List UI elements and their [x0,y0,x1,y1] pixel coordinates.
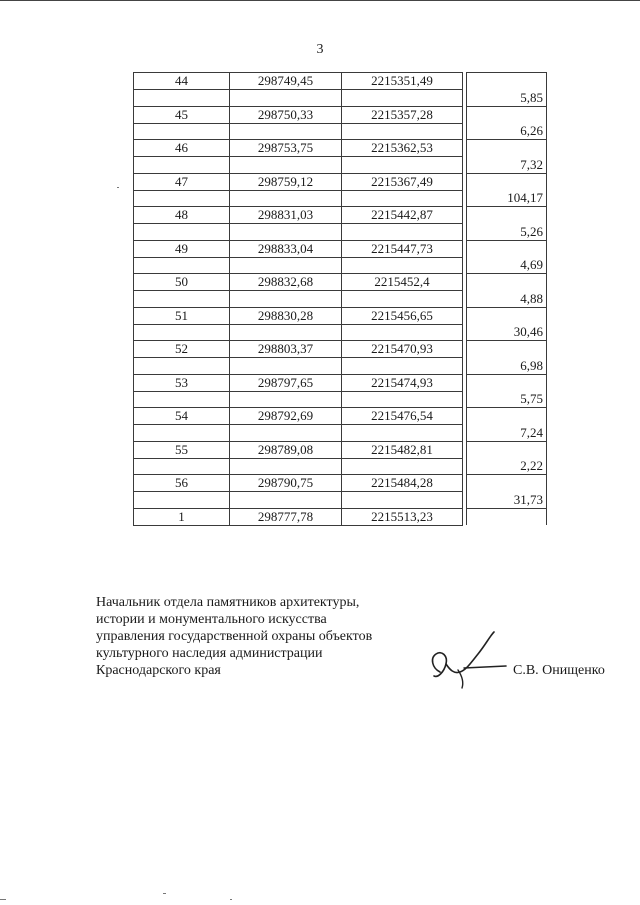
segment-length-cell: 31,73 [467,492,547,509]
table-row-point [134,408,547,425]
x-coordinate-cell [230,458,342,475]
segment-length-cell: 30,46 [467,324,547,341]
y-coordinate-cell: 2215362,53 [342,140,463,157]
y-coordinate-cell [342,458,463,475]
page-number: 3 [316,42,324,57]
point-number-cell: 48 [134,207,230,224]
y-coordinate-cell [342,90,463,107]
point-number-cell: 47 [134,173,230,190]
segment-length-cell [467,106,547,123]
segment-length-cell [467,374,547,391]
y-coordinate-cell [342,425,463,442]
signatory-position [96,594,416,679]
y-coordinate-cell [342,157,463,174]
point-number-cell: 52 [134,341,230,358]
point-number-cell: 45 [134,106,230,123]
point-number-cell [134,123,230,140]
table-row-point [134,341,547,358]
coordinates-table [133,72,547,526]
y-coordinate-cell: 2215351,49 [342,73,463,90]
y-coordinate-cell [342,492,463,509]
scan-speck [230,899,232,900]
segment-length-cell [467,508,547,525]
point-number-cell: 46 [134,140,230,157]
position-line: истории и монументального искусства [96,612,327,627]
table-row-length [134,224,547,241]
table-row-length [134,358,547,375]
x-coordinate-cell [230,224,342,241]
point-number-cell [134,492,230,509]
y-coordinate-cell: 2215456,65 [342,307,463,324]
table-row-length [134,425,547,442]
segment-length-cell [467,173,547,190]
handwritten-signature [418,628,508,690]
point-number-cell: 54 [134,408,230,425]
table-row-point [134,106,547,123]
x-coordinate-cell: 298833,04 [230,240,342,257]
x-coordinate-cell [230,425,342,442]
y-coordinate-cell: 2215367,49 [342,173,463,190]
segment-length-cell [467,307,547,324]
table-row-length [134,291,547,308]
scan-speck [117,187,119,188]
x-coordinate-cell: 298797,65 [230,374,342,391]
x-coordinate-cell: 298832,68 [230,274,342,291]
segment-length-cell [467,140,547,157]
y-coordinate-cell: 2215513,23 [342,508,463,525]
x-coordinate-cell [230,257,342,274]
table-row-point [134,240,547,257]
point-number-cell [134,224,230,241]
point-number-cell: 44 [134,73,230,90]
point-number-cell [134,458,230,475]
point-number-cell: 53 [134,374,230,391]
segment-length-cell [467,73,547,90]
point-number-cell [134,257,230,274]
point-number-cell [134,391,230,408]
y-coordinate-cell: 2215452,4 [342,274,463,291]
table-row-point [134,274,547,291]
segment-length-cell: 6,26 [467,123,547,140]
x-coordinate-cell [230,391,342,408]
segment-length-cell [467,274,547,291]
table-row-length [134,257,547,274]
segment-length-cell: 6,98 [467,358,547,375]
segment-length-cell: 104,17 [467,190,547,207]
x-coordinate-cell [230,123,342,140]
point-number-cell [134,190,230,207]
table-row-point [134,307,547,324]
segment-length-cell [467,207,547,224]
x-coordinate-cell: 298759,12 [230,173,342,190]
segment-length-cell: 7,24 [467,425,547,442]
table-row-point [134,73,547,90]
table-row-length [134,123,547,140]
scan-speck [0,899,6,900]
table-row-point [134,374,547,391]
table-row-point [134,508,547,525]
segment-length-cell: 5,85 [467,90,547,107]
x-coordinate-cell [230,324,342,341]
x-coordinate-cell [230,190,342,207]
table-row-length [134,391,547,408]
x-coordinate-cell: 298789,08 [230,441,342,458]
y-coordinate-cell: 2215357,28 [342,106,463,123]
y-coordinate-cell [342,358,463,375]
y-coordinate-cell [342,224,463,241]
scan-speck [163,893,166,894]
y-coordinate-cell [342,291,463,308]
y-coordinate-cell: 2215447,73 [342,240,463,257]
x-coordinate-cell [230,90,342,107]
x-coordinate-cell [230,291,342,308]
segment-length-cell: 7,32 [467,157,547,174]
y-coordinate-cell: 2215470,93 [342,341,463,358]
table-row-length [134,458,547,475]
x-coordinate-cell: 298803,37 [230,341,342,358]
table-row-length [134,157,547,174]
position-line: управления государственной охраны объектов [96,629,373,644]
table-row-length [134,190,547,207]
point-number-cell [134,324,230,341]
point-number-cell [134,90,230,107]
segment-length-cell [467,441,547,458]
point-number-cell: 50 [134,274,230,291]
point-number-cell: 1 [134,508,230,525]
x-coordinate-cell: 298790,75 [230,475,342,492]
point-number-cell: 49 [134,240,230,257]
y-coordinate-cell [342,123,463,140]
segment-length-cell: 2,22 [467,458,547,475]
y-coordinate-cell: 2215474,93 [342,374,463,391]
table-row-point [134,475,547,492]
position-line: культурного наследия администрации [96,646,323,661]
position-line: Краснодарского края [96,663,221,678]
segment-length-cell [467,475,547,492]
coordinates-table-body [134,73,547,526]
position-line: Начальник отдела памятников архитектуры, [96,595,360,610]
point-number-cell [134,291,230,308]
table-row-length [134,90,547,107]
x-coordinate-cell [230,492,342,509]
point-number-cell [134,425,230,442]
table-row-point [134,140,547,157]
x-coordinate-cell: 298777,78 [230,508,342,525]
point-number-cell: 56 [134,475,230,492]
x-coordinate-cell: 298831,03 [230,207,342,224]
scan-edge-line [0,0,640,1]
y-coordinate-cell [342,391,463,408]
x-coordinate-cell [230,157,342,174]
y-coordinate-cell [342,324,463,341]
segment-length-cell: 5,26 [467,224,547,241]
point-number-cell [134,358,230,375]
table-row-point [134,441,547,458]
segment-length-cell: 5,75 [467,391,547,408]
segment-length-cell: 4,88 [467,291,547,308]
signatory-name: С.В. Онищенко [513,663,605,678]
segment-length-cell [467,240,547,257]
table-row-point [134,207,547,224]
segment-length-cell [467,408,547,425]
y-coordinate-cell: 2215482,81 [342,441,463,458]
point-number-cell [134,157,230,174]
table-row-length [134,492,547,509]
x-coordinate-cell [230,358,342,375]
x-coordinate-cell: 298830,28 [230,307,342,324]
y-coordinate-cell: 2215476,54 [342,408,463,425]
segment-length-cell [467,341,547,358]
point-number-cell: 51 [134,307,230,324]
x-coordinate-cell: 298750,33 [230,106,342,123]
y-coordinate-cell: 2215442,87 [342,207,463,224]
table-row-length [134,324,547,341]
point-number-cell: 55 [134,441,230,458]
y-coordinate-cell [342,190,463,207]
table-row-point [134,173,547,190]
y-coordinate-cell: 2215484,28 [342,475,463,492]
y-coordinate-cell [342,257,463,274]
x-coordinate-cell: 298753,75 [230,140,342,157]
x-coordinate-cell: 298749,45 [230,73,342,90]
segment-length-cell: 4,69 [467,257,547,274]
x-coordinate-cell: 298792,69 [230,408,342,425]
